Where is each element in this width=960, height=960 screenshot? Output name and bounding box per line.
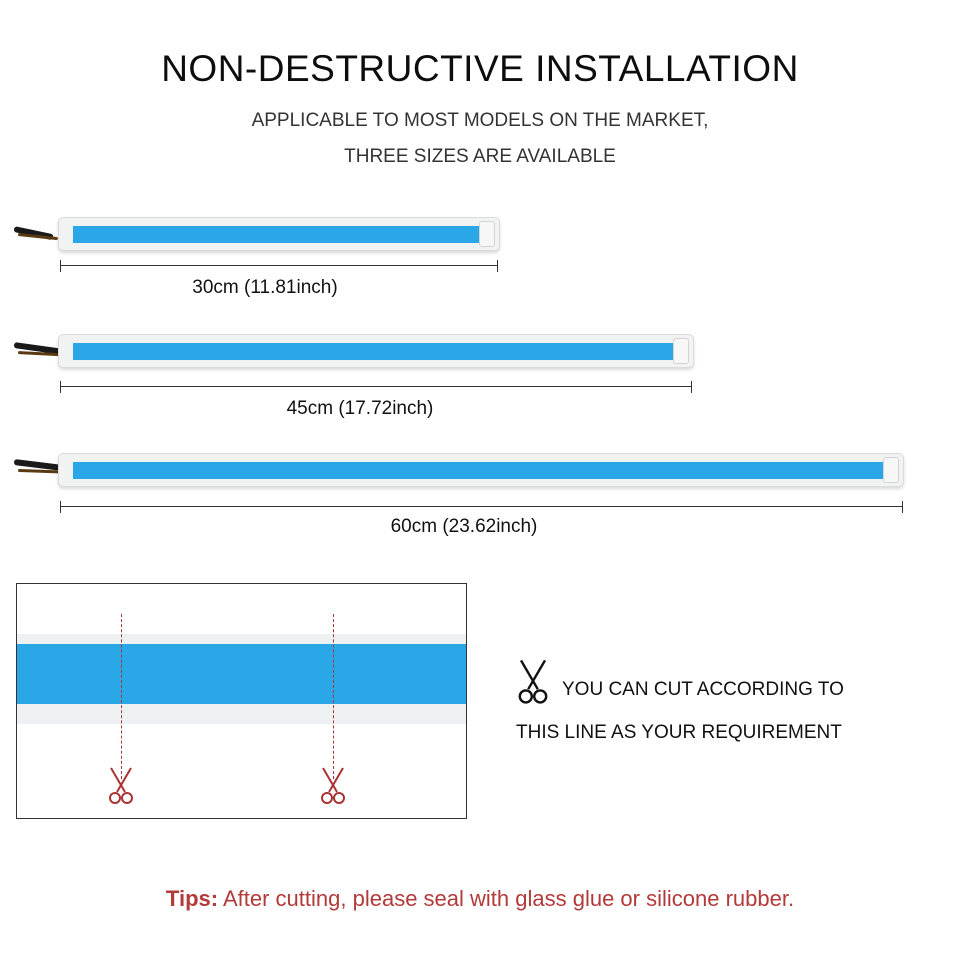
tips-body: After cutting, please seal with glass glue or silicone rubber. bbox=[222, 886, 795, 911]
led-strip-30cm bbox=[58, 217, 500, 251]
dimension-line-45cm bbox=[60, 381, 692, 393]
tips-label: Tips: bbox=[165, 886, 219, 911]
tips-text bbox=[0, 886, 960, 912]
size-label-45cm: 45cm (17.72inch) bbox=[286, 398, 434, 419]
cut-instruction-line-1: YOU CAN CUT ACCORDING TO bbox=[562, 679, 844, 700]
led-strip-60cm bbox=[58, 453, 904, 487]
dimension-line-60cm bbox=[60, 501, 903, 513]
scissors-icon bbox=[319, 766, 347, 806]
cut-instruction-line-2: THIS LINE AS YOUR REQUIREMENT bbox=[516, 722, 842, 743]
scissors-icon bbox=[107, 766, 135, 806]
cut-line-1 bbox=[121, 614, 122, 779]
size-label-60cm: 60cm (23.62inch) bbox=[390, 516, 538, 537]
cut-line-2 bbox=[333, 614, 334, 779]
cut-illustration-panel bbox=[16, 583, 467, 819]
strip-closeup-led bbox=[17, 644, 466, 704]
page-title: NON-DESTRUCTIVE INSTALLATION bbox=[161, 48, 799, 89]
scissors-icon bbox=[516, 658, 550, 706]
led-strip-45cm bbox=[58, 334, 694, 368]
size-label-30cm: 30cm (11.81inch) bbox=[192, 277, 338, 298]
subtitle-line-1: APPLICABLE TO MOST MODELS ON THE MARKET, bbox=[251, 110, 709, 131]
dimension-line-30cm bbox=[60, 260, 498, 272]
subtitle-line-2: THREE SIZES ARE AVAILABLE bbox=[344, 146, 616, 167]
